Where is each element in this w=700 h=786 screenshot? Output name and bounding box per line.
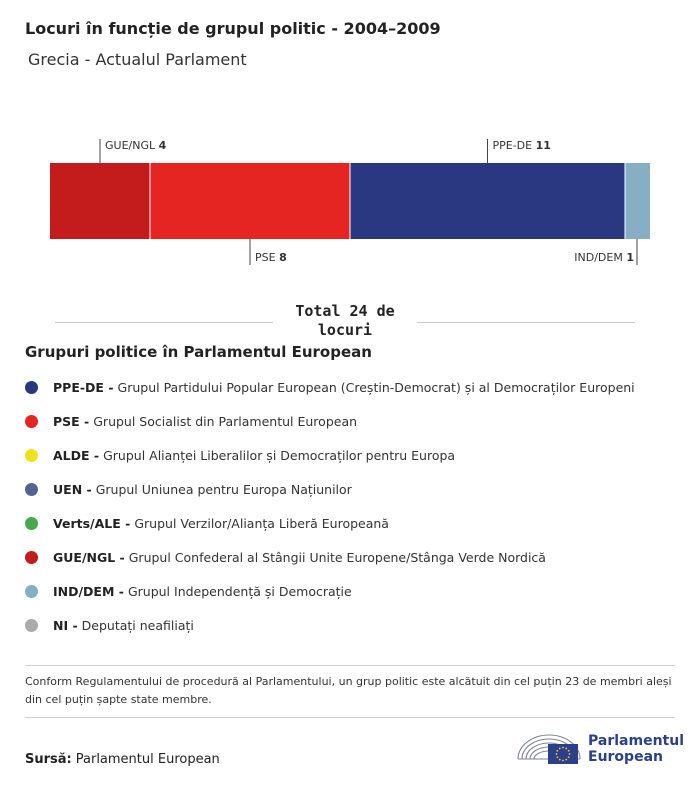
divider-top xyxy=(25,665,675,666)
flag-star-icon xyxy=(556,753,558,755)
legend-abbr: GUE/NGL - xyxy=(53,549,125,565)
bar-segment-gue-ngl xyxy=(50,163,150,239)
legend-abbr: IND/DEM - xyxy=(53,583,124,599)
legend-desc: Grupul Confederal al Stângii Unite Europene/Stânga Verde Nordică xyxy=(128,549,546,565)
data-label xyxy=(105,139,167,152)
legend-desc: Grupul Independență și Democrație xyxy=(127,583,352,599)
legend-item xyxy=(25,574,635,608)
legend-item xyxy=(25,506,635,540)
legend-desc: Grupul Verzilor/Alianța Liberă Europeană xyxy=(134,515,389,531)
total-seats xyxy=(55,302,635,342)
bar-segment-ppe-de xyxy=(350,163,625,239)
bar-segment-ind-dem xyxy=(625,163,650,239)
parliament-hemicycle-icon xyxy=(516,726,582,768)
legend-swatch xyxy=(25,415,38,428)
legend-swatch xyxy=(25,585,38,598)
chart-subtitle: Grecia - Actualul Parlament xyxy=(28,50,247,69)
data-label-name: PSE xyxy=(255,251,280,264)
legend-abbr: UEN - xyxy=(53,481,92,497)
bar-segment-pse xyxy=(150,163,350,239)
flag-star-icon xyxy=(569,753,571,755)
chart-title: Locuri în funcție de grupul politic - 2004–2009 xyxy=(25,19,441,38)
source-label: Sursă: xyxy=(25,752,72,767)
flag-star-icon xyxy=(562,747,564,749)
european-parliament-logo xyxy=(516,726,686,768)
legend-swatch xyxy=(25,517,38,530)
legend-abbr: PPE-DE - xyxy=(53,379,114,395)
legend-swatch xyxy=(25,551,38,564)
legend-item xyxy=(25,404,635,438)
total-seats-label: Total 24 de locuri xyxy=(275,302,415,340)
legend-desc: Grupul Partidului Popular European (Creștin-Democrat) și al Democraților Europeni xyxy=(117,379,635,395)
data-label-name: PPE-DE xyxy=(492,139,536,152)
flag-star-icon xyxy=(565,747,567,749)
legend-swatch xyxy=(25,483,38,496)
logo-line2: European xyxy=(588,749,663,765)
data-label-name: IND/DEM xyxy=(574,251,627,264)
flag-star-icon xyxy=(568,756,570,758)
data-label xyxy=(574,251,634,264)
legend-title: Grupuri politice în Parlamentul European xyxy=(25,343,372,361)
legend-item xyxy=(25,438,635,472)
legend-item xyxy=(25,540,635,574)
footnote: Conform Regulamentului de procedură al Parlamentului, un grup politic este alcătuit din cel puțin 23 de membri aleși din cel puțin șapte state membre. xyxy=(25,675,672,706)
legend-swatch xyxy=(25,449,38,462)
legend-swatch xyxy=(25,381,38,394)
flag-star-icon xyxy=(559,747,561,749)
legend-desc: Grupul Socialist din Parlamentul European xyxy=(93,413,358,429)
stacked-bar-chart xyxy=(0,130,700,275)
data-label-name: GUE/NGL xyxy=(105,139,159,152)
legend-desc: Deputați neafiliați xyxy=(81,617,194,633)
legend-swatch xyxy=(25,619,38,632)
legend-desc: Grupul Alianței Liberalilor și Democraților pentru Europa xyxy=(103,447,456,463)
data-label-value: 11 xyxy=(535,139,551,152)
legend-desc: Grupul Uniunea pentru Europa Națiunilor xyxy=(95,481,352,497)
logo-line1: Parlamentul xyxy=(588,733,684,749)
legend-item xyxy=(25,608,635,642)
legend-abbr: PSE - xyxy=(53,413,90,429)
source xyxy=(25,752,220,767)
divider-bottom xyxy=(25,717,675,718)
legend-abbr: ALDE - xyxy=(53,447,100,463)
legend-abbr: NI - xyxy=(53,617,78,633)
flag-star-icon xyxy=(565,759,567,761)
source-value: Parlamentul European xyxy=(75,752,220,767)
data-label-value: 4 xyxy=(158,139,167,152)
data-label xyxy=(255,251,287,264)
data-label-value: 8 xyxy=(279,251,287,264)
flag-star-icon xyxy=(559,759,561,761)
legend-item xyxy=(25,472,635,506)
legend-item xyxy=(25,370,635,404)
legend xyxy=(25,370,635,642)
flag-star-icon xyxy=(568,750,570,752)
data-label-value: 1 xyxy=(626,251,634,264)
flag-star-icon xyxy=(562,760,564,762)
flag-star-icon xyxy=(556,756,558,758)
legend-abbr: Verts/ALE - xyxy=(53,515,131,531)
data-label xyxy=(493,139,551,152)
flag-star-icon xyxy=(556,750,558,752)
